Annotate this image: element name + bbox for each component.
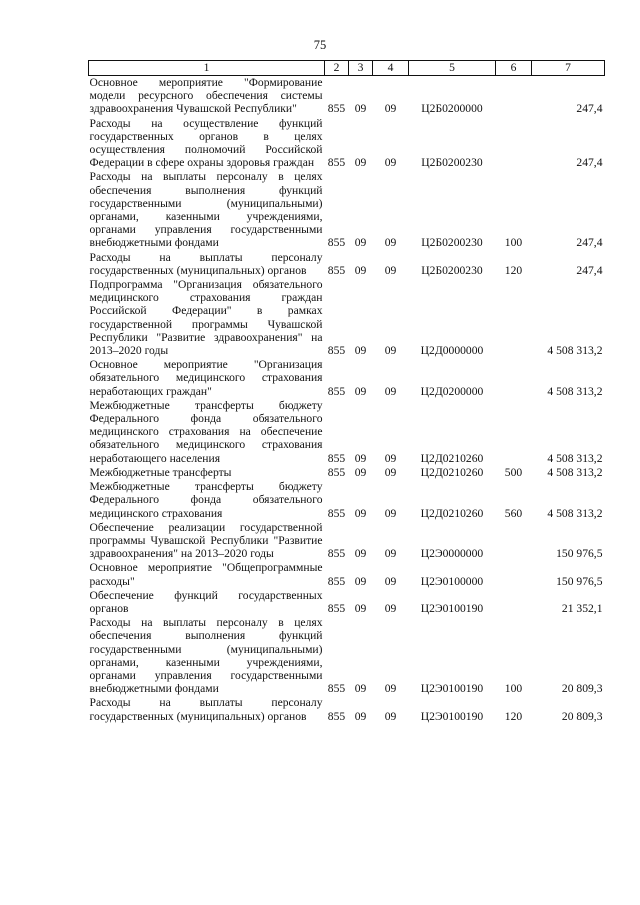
row-name: Межбюджетные трансферты	[89, 465, 232, 479]
row-expense-type	[496, 117, 532, 171]
row-expense-type	[496, 76, 532, 117]
row-subsection: 09	[384, 709, 397, 723]
row-subsection: 09	[384, 384, 397, 398]
table-body	[89, 76, 605, 724]
row-ministry-code: 855	[327, 574, 346, 588]
row-target-article: Ц2Д0000000	[420, 344, 484, 358]
column-header-6: 6	[496, 61, 532, 76]
row-expense-type	[496, 278, 532, 358]
row-ministry-code: 855	[327, 682, 346, 696]
row-section: 09	[354, 506, 367, 520]
row-expense-type	[496, 589, 532, 616]
table-row	[89, 561, 605, 588]
column-header-2: 2	[325, 61, 349, 76]
row-expense-type	[496, 399, 532, 466]
table-row	[89, 117, 605, 171]
row-amount: 4 508 313,2	[547, 451, 603, 465]
row-amount: 20 809,3	[561, 682, 603, 696]
row-ministry-code: 855	[327, 384, 346, 398]
row-ministry-code: 855	[327, 709, 346, 723]
table-row	[89, 399, 605, 466]
row-subsection: 09	[384, 682, 397, 696]
row-section: 09	[354, 465, 367, 479]
column-header-7: 7	[532, 61, 605, 76]
row-expense-type: 500	[504, 465, 523, 479]
page-number: 75	[313, 38, 327, 52]
row-name: Расходы на выплаты персоналу государственных (муниципальных) органов	[89, 250, 323, 277]
row-target-article: Ц2Э0100000	[420, 574, 484, 588]
row-amount: 150 976,5	[556, 574, 603, 588]
row-ministry-code: 855	[327, 236, 346, 250]
row-ministry-code: 855	[327, 344, 346, 358]
row-section: 09	[354, 102, 367, 116]
header-row	[89, 61, 605, 76]
row-section: 09	[354, 451, 367, 465]
row-name: Обеспечение реализации государственной программы Чувашской Республики "Развитие здравоохранения" на 2013–2020 годы	[89, 520, 323, 561]
row-target-article: Ц2Э0000000	[420, 547, 484, 561]
row-target-article: Ц2Э0100190	[420, 601, 484, 615]
row-expense-type: 560	[504, 506, 523, 520]
row-section: 09	[354, 709, 367, 723]
row-ministry-code: 855	[327, 451, 346, 465]
row-section: 09	[354, 574, 367, 588]
row-subsection: 09	[384, 102, 397, 116]
row-subsection: 09	[384, 506, 397, 520]
row-amount: 4 508 313,2	[547, 465, 603, 479]
row-name: Основное мероприятие "Общепрограммные расходы"	[89, 561, 323, 588]
row-name: Основное мероприятие "Организация обязательного медицинского страхования неработающих граждан"	[89, 358, 323, 398]
row-expense-type: 100	[504, 682, 523, 696]
row-subsection: 09	[384, 451, 397, 465]
row-target-article: Ц2Б0200230	[421, 156, 483, 170]
column-header-3: 3	[349, 61, 373, 76]
row-amount: 4 508 313,2	[547, 344, 603, 358]
row-ministry-code: 855	[327, 601, 346, 615]
row-target-article: Ц2Э0100190	[420, 682, 484, 696]
row-target-article: Ц2Д0210260	[420, 506, 484, 520]
row-name: Межбюджетные трансферты бюджету Федерального фонда обязательного медицинского страхования	[89, 480, 323, 520]
row-target-article: Ц2Б0200000	[421, 102, 483, 116]
row-target-article: Ц2Д0210260	[420, 451, 484, 465]
row-subsection: 09	[384, 601, 397, 615]
row-ministry-code: 855	[327, 547, 346, 561]
table-row	[89, 696, 605, 723]
row-name: Основное мероприятие "Формирование модели ресурсного обеспечения системы здравоохранения Чувашской Республики"	[89, 76, 323, 116]
row-target-article: Ц2Д0200000	[420, 384, 484, 398]
row-section: 09	[354, 344, 367, 358]
row-target-article: Ц2Б0200230	[421, 263, 483, 277]
row-subsection: 09	[384, 344, 397, 358]
row-ministry-code: 855	[327, 263, 346, 277]
row-amount: 247,4	[576, 156, 603, 170]
table-row	[89, 358, 605, 399]
row-amount: 150 976,5	[556, 547, 603, 561]
row-section: 09	[354, 156, 367, 170]
row-amount: 247,4	[576, 236, 603, 250]
row-expense-type: 120	[504, 263, 523, 277]
table-row	[89, 278, 605, 358]
row-name: Расходы на выплаты персоналу государственных (муниципальных) органов	[89, 696, 323, 723]
table-row	[89, 480, 605, 521]
row-section: 09	[354, 263, 367, 277]
row-expense-type: 120	[504, 709, 523, 723]
table-row	[89, 466, 605, 480]
row-subsection: 09	[384, 574, 397, 588]
row-amount: 4 508 313,2	[547, 384, 603, 398]
budget-table	[88, 60, 605, 724]
row-section: 09	[354, 236, 367, 250]
row-subsection: 09	[384, 465, 397, 479]
row-ministry-code: 855	[327, 506, 346, 520]
row-expense-type	[496, 358, 532, 399]
row-target-article: Ц2Д0210260	[420, 465, 484, 479]
row-expense-type: 100	[504, 236, 523, 250]
row-expense-type	[496, 561, 532, 588]
row-target-article: Ц2Э0100190	[420, 709, 484, 723]
row-name: Расходы на выплаты персоналу в целях обеспечения выполнения функций государственными (муниципальными) органами, казенными учреждениями, органами управления государственными внебюджетными фондами	[89, 170, 323, 250]
row-name: Подпрограмма "Организация обязательного медицинского страхования граждан Российской Федерации" в рамках государственной программы Чувашской Республики "Развитие здравоохранения" на 2013–2020 годы	[89, 278, 323, 358]
row-section: 09	[354, 601, 367, 615]
table-row	[89, 521, 605, 562]
row-expense-type	[496, 521, 532, 562]
column-header-4: 4	[373, 61, 409, 76]
row-subsection: 09	[384, 263, 397, 277]
column-header-1: 1	[89, 61, 325, 76]
row-ministry-code: 855	[327, 102, 346, 116]
row-amount: 21 352,1	[561, 601, 603, 615]
table-row	[89, 616, 605, 696]
row-name: Межбюджетные трансферты бюджету Федерального фонда обязательного медицинского страхования на обеспечение обязательного медицинского страхования неработающего населения	[89, 398, 323, 465]
row-subsection: 09	[384, 236, 397, 250]
row-section: 09	[354, 682, 367, 696]
row-subsection: 09	[384, 156, 397, 170]
table-row	[89, 170, 605, 250]
column-header-5: 5	[409, 61, 496, 76]
table-row	[89, 589, 605, 616]
row-amount: 20 809,3	[561, 709, 603, 723]
table-row	[89, 251, 605, 278]
table-row	[89, 76, 605, 117]
row-name: Обеспечение функций государственных органов	[89, 588, 323, 615]
row-ministry-code: 855	[327, 465, 346, 479]
row-section: 09	[354, 384, 367, 398]
row-name: Расходы на выплаты персоналу в целях обеспечения выполнения функций государственными (муниципальными) органами, казенными учреждениями, органами управления государственными внебюджетными фондами	[89, 616, 323, 696]
row-amount: 247,4	[576, 102, 603, 116]
row-amount: 247,4	[576, 263, 603, 277]
row-name: Расходы на осуществление функций государственных органов в целях осуществления полномочий Российской Федерации в сфере охраны здоровья граждан	[89, 116, 323, 170]
row-subsection: 09	[384, 547, 397, 561]
row-target-article: Ц2Б0200230	[421, 236, 483, 250]
row-ministry-code: 855	[327, 156, 346, 170]
row-section: 09	[354, 547, 367, 561]
table-header	[89, 61, 605, 76]
row-amount: 4 508 313,2	[547, 506, 603, 520]
